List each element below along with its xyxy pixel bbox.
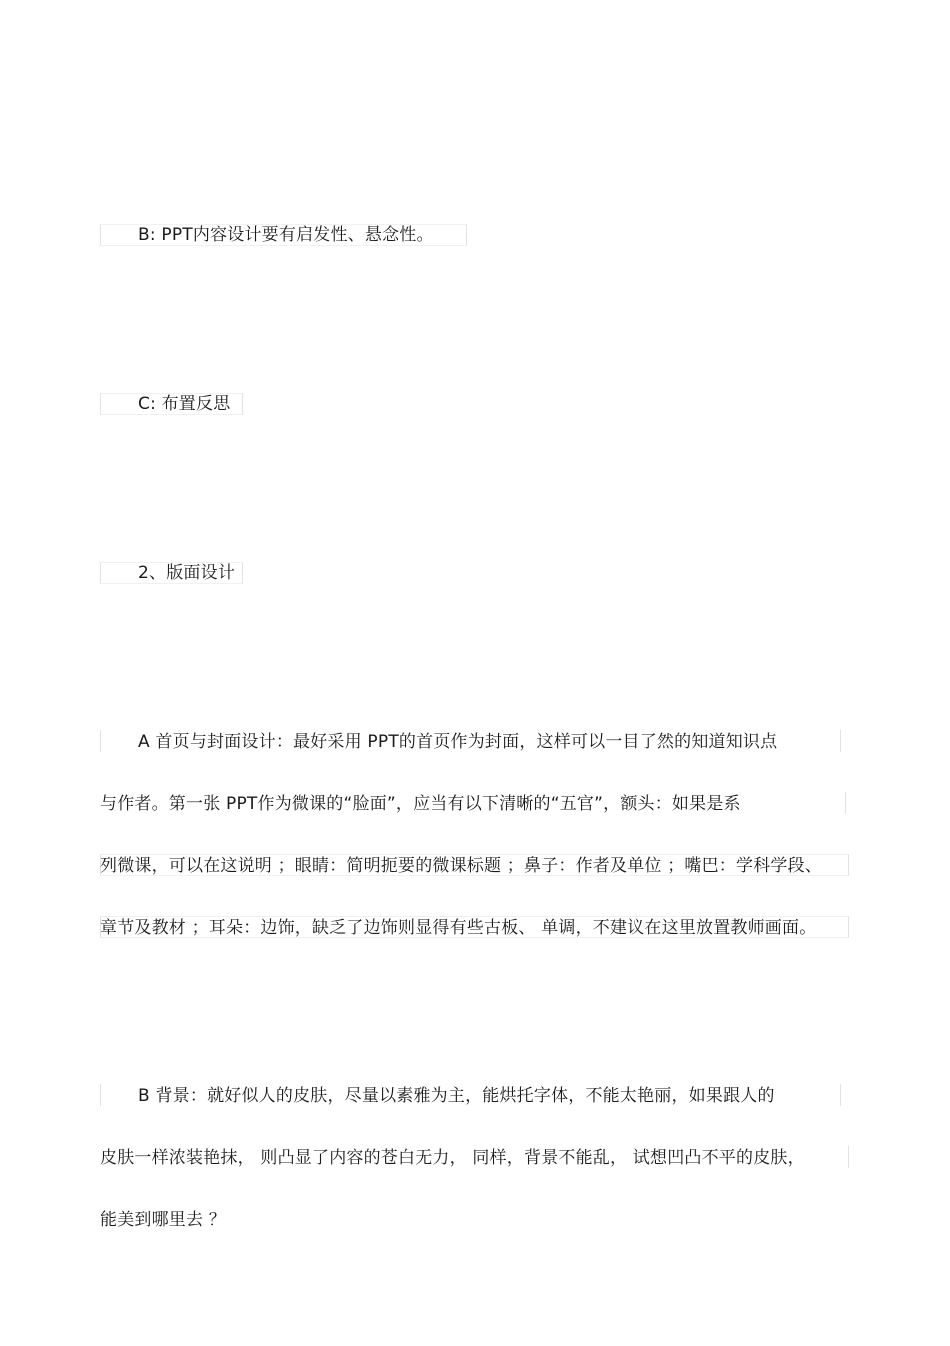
paragraph-b-line-3: 能美到哪里去 ？ [100, 1210, 227, 1230]
paragraph-b-line-2: 皮肤一样浓装艳抹， 则凸显了内容的苍白无力， 同样，背景不能乱， 试想凹凸不平的皮肤， [100, 1148, 805, 1168]
paragraph-b-line-1: B 背景：就好似人的皮肤，尽量以素雅为主，能烘托字体，不能太艳丽，如果跟人的 [138, 1086, 775, 1106]
paragraph-a-line-4: 章节及教材 ；耳朵：边饰，缺乏了边饰则显得有些古板、 单调，不建议在这里放置教师画面。 [100, 918, 817, 938]
paragraph-a-line-3: 列微课，可以在这说明 ；眼睛：简明扼要的微课标题 ；鼻子：作者及单位 ；嘴巴：学科学段、 [100, 856, 823, 876]
paragraph-a-line-1: A 首页与封面设计：最好采用 PPT的首页作为封面，这样可以一目了然的知道知识点 [138, 732, 778, 752]
paragraph-a-line-2: 与作者。第一张 PPT作为微课的“脸面”，应当有以下清晰的“五官”，额头：如果是系 [100, 794, 741, 814]
section-heading: 2、版面设计 [138, 563, 236, 583]
item-b-text: B: PPT内容设计要有启发性、悬念性。 [138, 225, 434, 245]
item-c-text: C: 布置反思 [138, 394, 231, 414]
